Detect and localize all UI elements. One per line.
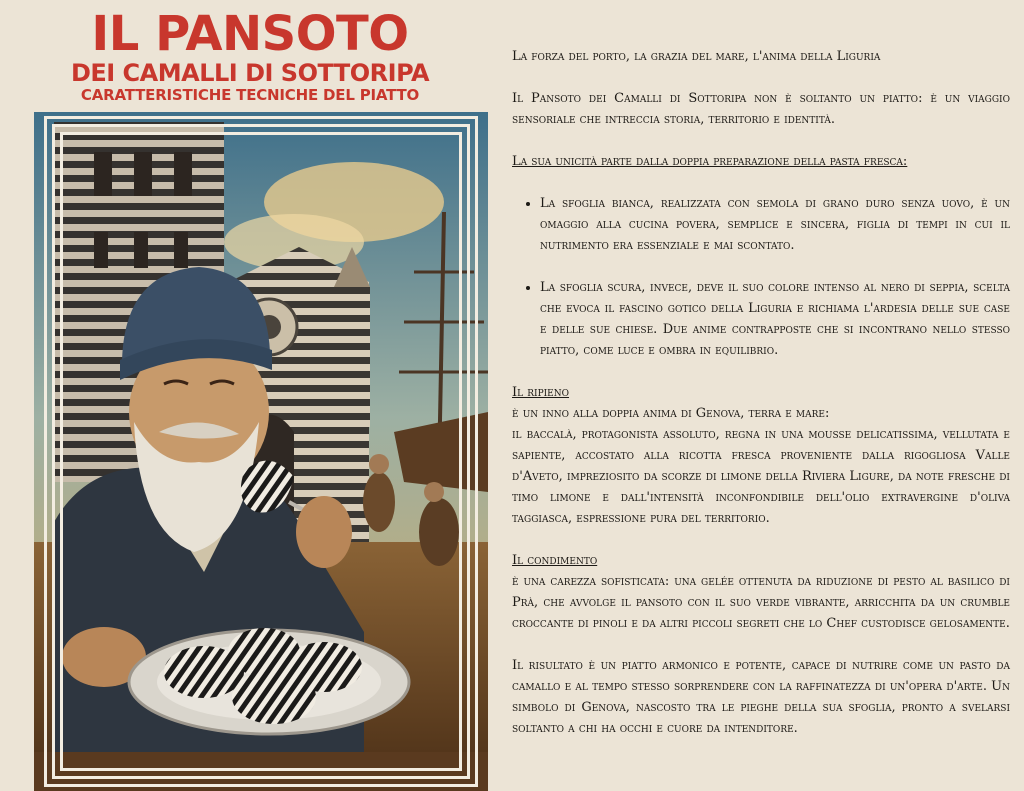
page-tagline: CARATTERISTICHE TECNICHE DEL PIATTO xyxy=(80,86,420,104)
intro-paragraph: Il Pansoto dei Camalli di Sottoripa non è soltanto un piatto: è un viaggio sensoriale che intreccia storia, territorio e identità. xyxy=(512,91,1010,127)
page-subtitle: DEI CAMALLI DI SOTTORIPA xyxy=(70,59,430,87)
illustration-old-fisherman-eating-pansoti xyxy=(34,112,488,791)
conclusion-paragraph: Il risultato è un piatto armonico e potente, capace di nutrire come un pasto da camallo e al tempo stesso sorprendere con la raffinatezza di un'opera d'arte. Un simbolo di Genova, nascosto tra le pieghe della sua sfoglia, pronto a svelarsi soltanto a chi ha occhi e cuore da intenditore. xyxy=(512,658,1010,736)
intro-heading: La forza del porto, la grazia del mare, l'anima della Liguria xyxy=(512,49,881,64)
sauce-paragraph: è una carezza sofisticata: una gelée ottenuta da riduzione di pesto al basilico di Prà, che avvolge il pansoto con il suo verde vibrante, arricchita da un crumble croccante di pinoli e da altri piccoli segreti che lo Chef custodisce gelosamente. xyxy=(512,574,1010,631)
filling-paragraph: il baccalà, protagonista assoluto, regna in una mousse delicatissima, vellutata e sapiente, accostato alla ricotta fresca proveniente dalla rigogliosa Valle d'Aveto, impreziosito da scorze di limone della Riviera Ligure, da note fresche di timo limone e dall'intensità inconfondibile dell'olio extravergine d'oliva taggiasca, espressione pura del territorio. xyxy=(512,427,1010,526)
painting-illustration xyxy=(34,112,488,791)
uniqueness-heading: La sua unicità parte dalla doppia preparazione della pasta fresca: xyxy=(512,154,908,169)
article-text xyxy=(512,46,1010,739)
pasta-bullet-list xyxy=(512,193,1010,361)
filling-heading: Il ripieno xyxy=(512,385,570,400)
list-item: • La sfoglia scura, invece, deve il suo colore intenso al nero di seppia, scelta che evoca il fascino gotico della Liguria e richiama l'ardesia delle sue case e delle sue chiese. Due anime contrapposte che si incontrano nello stesso piatto, come luce e ombra in equilibrio. xyxy=(540,277,1010,361)
filling-lead: è un inno alla doppia anima di Genova, terra e mare: xyxy=(512,406,830,421)
title-block xyxy=(30,8,470,104)
list-item: • La sfoglia bianca, realizzata con semola di grano duro senza uovo, è un omaggio alla cucina povera, semplice e sincera, figlia di tempi in cui il nutrimento era essenziale e mai scontato. xyxy=(540,193,1010,256)
page-title: IL PANSOTO xyxy=(91,6,409,62)
sauce-heading: Il condimento xyxy=(512,553,598,568)
